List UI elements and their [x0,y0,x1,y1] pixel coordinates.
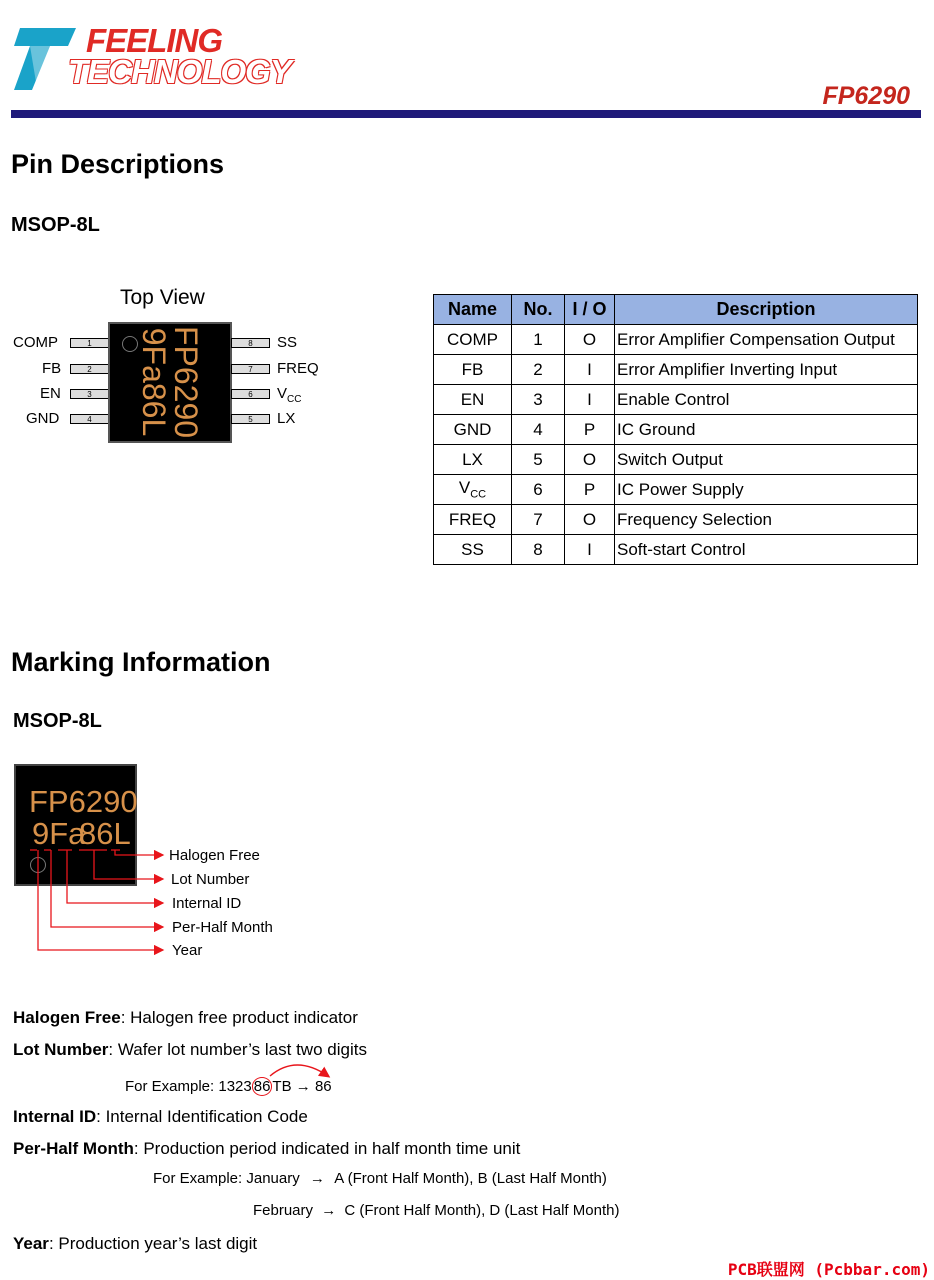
marking-line-1: FP6290 [29,784,138,819]
arrow-right-icon: → [295,1078,311,1095]
table-row [434,475,918,505]
table-header: Name [434,295,512,325]
pin-desc-cell: Error Amplifier Compensation Output [615,325,918,355]
table-row [434,355,918,385]
pin-name-cell: EN [434,385,512,415]
callout-lot-number: Lot Number [171,871,250,888]
pin-desc-cell: IC Ground [615,415,918,445]
right-pin: 6 [231,389,270,399]
pin-name-cell: SS [434,535,512,565]
left-pin-label: GND [26,410,60,427]
right-pin-label: FREQ [277,360,319,377]
pin-name-cell: LX [434,445,512,475]
table-header: Description [615,295,918,325]
right-pin: 5 [231,414,270,424]
pin-name-cell: $V_{CC}$ [434,475,512,505]
table-header: I / O [565,295,615,325]
lot-example: For Example: 1323 86 TB → 86 [125,1078,332,1095]
arrow-right-icon: → [321,1202,337,1219]
pin-number-cell: 6 [512,475,565,505]
pin-io-cell: I [565,355,615,385]
def-internal-id: Internal ID: Internal Identification Code [13,1107,308,1126]
pin-number-cell: 5 [512,445,565,475]
table-row [434,535,918,565]
arrow-internal-id [67,850,163,903]
arrow-lot [94,850,163,879]
def-halogen-free: Halogen Free: Halogen free product indicator [13,1008,358,1027]
pin-number-cell: 3 [512,385,565,415]
right-pin-label: LX [277,410,296,427]
pin-io-cell: I [565,385,615,415]
table-row [434,445,918,475]
table-row [434,385,918,415]
pin-desc-cell: IC Power Supply [615,475,918,505]
right-pin-label: SS [277,334,298,351]
watermark: PCB联盟网 (Pcbbar.com) [727,1260,930,1279]
marking-line-2a: 9Fa [32,816,86,851]
right-pin-label: $V_{CC}$ [277,385,302,405]
right-pin: 8 [231,338,270,348]
pin-io-cell: P [565,415,615,445]
circled-digits: 86 [253,1078,271,1095]
arrow-halogen [115,850,163,855]
pin-name-cell: GND [434,415,512,445]
pin-name-cell: FREQ [434,505,512,535]
pin-name-cell: FB [434,355,512,385]
month-example-feb: February → C (Front Half Month), D (Last Half Month) [253,1202,620,1219]
pin-diagram [0,280,340,450]
left-pin: 2 [70,364,109,374]
marking-section-title: Marking Information [11,647,271,677]
pin-io-cell: P [565,475,615,505]
table-row [434,415,918,445]
pin-number-cell: 1 [512,325,565,355]
pin-io-cell: O [565,445,615,475]
pin-io-cell: O [565,505,615,535]
pin-desc-cell: Soft-start Control [615,535,918,565]
pin-desc-cell: Error Amplifier Inverting Input [615,355,918,385]
def-lot-number: Lot Number: Wafer lot number’s last two digits [13,1040,367,1059]
marking-package-label: MSOP-8L [13,710,102,732]
pin-desc-cell: Enable Control [615,385,918,415]
arrow-year [38,850,163,950]
left-pin: 3 [70,389,109,399]
right-pin: 7 [231,364,270,374]
chip-text-line-1: FP6290 [168,325,204,439]
company-logo [10,22,320,97]
table-header: No. [512,295,565,325]
pin-package-label: MSOP-8L [11,214,100,236]
left-pin-label: COMP [13,334,58,351]
left-pin: 1 [70,338,109,348]
pin-desc-cell: Switch Output [615,445,918,475]
left-pin-label: FB [42,360,62,377]
marking-line-2b: 86L [79,816,131,851]
curved-arrow-icon [262,1058,342,1082]
callout-halogen-free: Halogen Free [169,847,260,864]
left-pin: 4 [70,414,109,424]
chip-body [108,322,232,443]
arrow-right-icon: → [309,1170,325,1187]
pin-table [433,294,918,565]
table-row [434,325,918,355]
pin-desc-cell: Frequency Selection [615,505,918,535]
def-year: Year: Production year’s last digit [13,1234,258,1253]
pin-section-title: Pin Descriptions [11,149,225,179]
pin-io-cell: I [565,535,615,565]
pin-name-cell: COMP [434,325,512,355]
table-row [434,505,918,535]
def-per-half-month: Per-Half Month: Production period indicated in half month time unit [13,1139,521,1158]
pin-number-cell: 8 [512,535,565,565]
pin-number-cell: 2 [512,355,565,385]
chip-text-line-2: 9Fa86L [136,327,172,437]
callout-year: Year [172,942,203,959]
part-number: FP6290 [822,82,910,110]
arrow-half-month [51,850,163,927]
left-pin-label: EN [40,385,61,402]
pin-number-cell: 4 [512,415,565,445]
callout-internal-id: Internal ID [172,895,242,912]
logo-line-2: TECHNOLOGY [68,53,291,90]
pin-number-cell: 7 [512,505,565,535]
table-header-row [434,295,918,325]
pin-io-cell: O [565,325,615,355]
top-view-label: Top View [120,286,205,309]
callout-per-half-month: Per-Half Month [172,919,273,936]
header-rule [11,110,921,118]
logo-line-1: FEELING [86,22,223,59]
month-example-jan: For Example: January → A (Front Half Month), B (Last Half Month) [153,1170,607,1187]
